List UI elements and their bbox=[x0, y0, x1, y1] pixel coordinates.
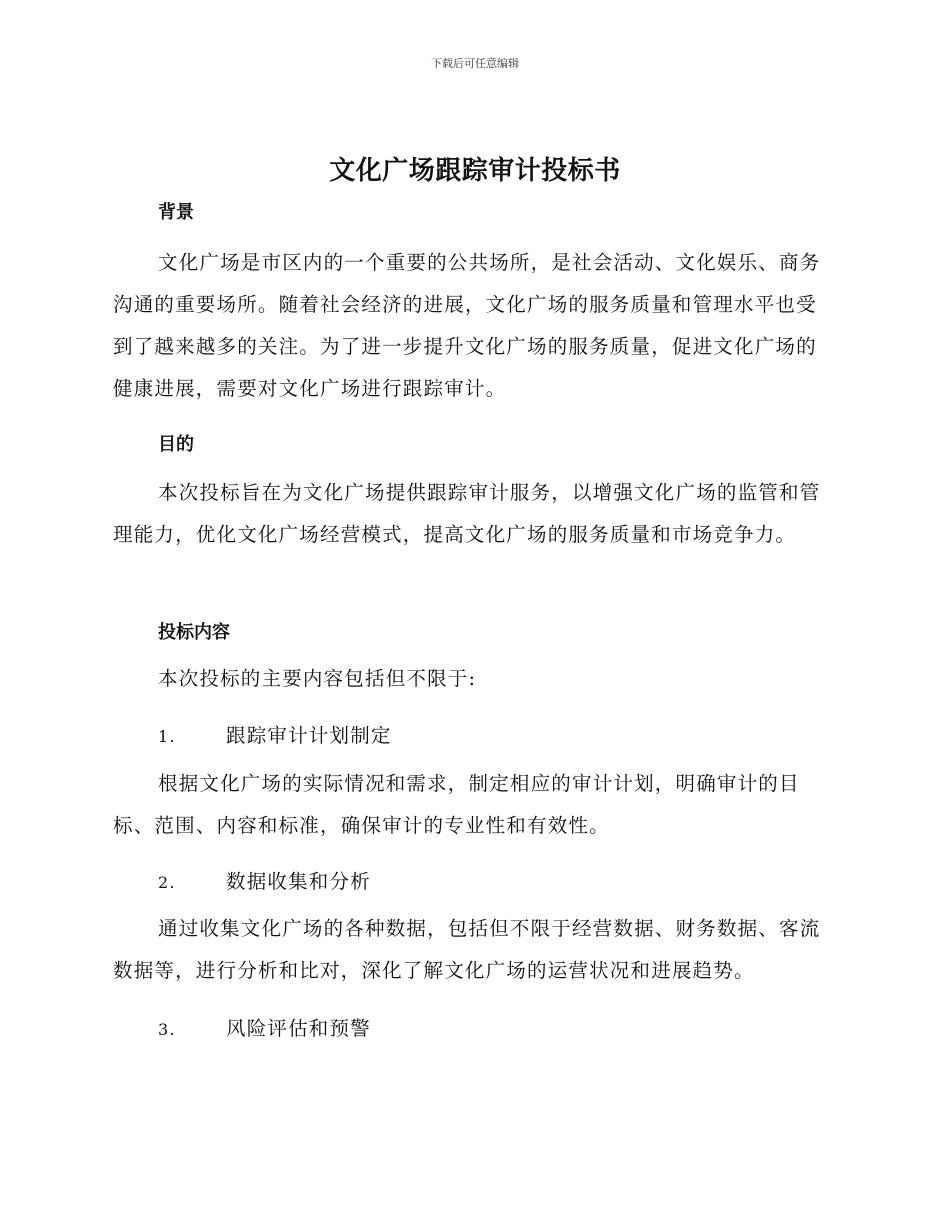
item-1-paragraph: 根据文化广场的实际情况和需求，制定相应的审计计划，明确审计的目标、范围、内容和标准，确保审计的专业性和有效性。 bbox=[113, 772, 800, 837]
list-item-3 bbox=[158, 1013, 371, 1041]
content-intro: 本次投标的主要内容包括但不限于: bbox=[158, 667, 477, 690]
list-item-2 bbox=[158, 866, 371, 894]
list-item-title: 风险评估和预警 bbox=[226, 1017, 371, 1040]
section-heading-background: 背景 bbox=[158, 202, 194, 223]
purpose-paragraph: 本次投标旨在为文化广场提供跟踪审计服务，以增强文化广场的监管和管理能力，优化文化广场经营模式，提高文化广场的服务质量和市场竞争力。 bbox=[113, 481, 821, 546]
section-heading-purpose: 目的 bbox=[158, 434, 194, 455]
list-item-title: 数据收集和分析 bbox=[226, 870, 371, 893]
list-item-number: 2. bbox=[158, 873, 176, 892]
list-item-1 bbox=[158, 720, 392, 748]
background-paragraph: 文化广场是市区内的一个重要的公共场所，是社会活动、文化娱乐、商务沟通的重要场所。随着社会经济的进展，文化广场的服务质量和管理水平也受到了越来越多的关注。为了进一步提升文化广场的服务质量，促进文化广场的健康进展，需要对文化广场进行跟踪审计。 bbox=[113, 251, 821, 400]
list-item-number: 1. bbox=[158, 727, 176, 746]
section-heading-content: 投标内容 bbox=[158, 622, 230, 643]
list-item-title: 跟踪审计计划制定 bbox=[226, 724, 392, 747]
document-title: 文化广场跟踪审计投标书 bbox=[329, 156, 621, 186]
list-item-number: 3. bbox=[158, 1020, 176, 1039]
header-note: 下载后可任意编辑 bbox=[431, 57, 519, 70]
item-2-paragraph: 通过收集文化广场的各种数据，包括但不限于经营数据、财务数据、客流数据等，进行分析和比对，深化了解文化广场的运营状况和进展趋势。 bbox=[113, 917, 821, 982]
